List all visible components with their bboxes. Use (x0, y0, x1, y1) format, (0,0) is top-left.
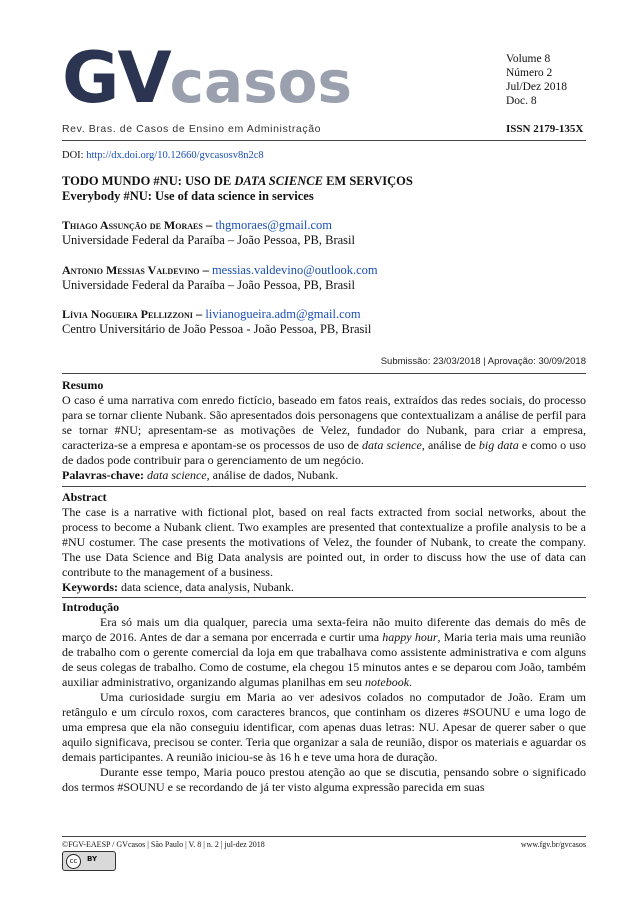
intro-paragraph-1 (62, 615, 586, 690)
issue-date: Jul/Dez 2018 (506, 81, 568, 93)
keywords-label: Palavras-chave: (62, 468, 144, 482)
divider-before-resumo (62, 373, 586, 374)
title-pt-italic: DATA SCIENCE (234, 174, 323, 188)
title-pt-suffix: EM SERVIÇOS (322, 174, 413, 188)
author-email[interactable]: thgmoraes@gmail.com (215, 218, 333, 232)
footer-copyright: ©FGV-EAESP / GVcasos | São Paulo | V. 8 | n. 2 | jul-dez 2018 (62, 840, 265, 849)
logo-gv-text: GV (62, 37, 170, 119)
author-2 (62, 263, 586, 293)
intro-p1-italic-1: happy hour (382, 630, 438, 644)
author-email[interactable]: livianogueira.adm@gmail.com (205, 307, 361, 321)
intro-p1-a: Era só mais um dia qualquer, parecia uma sexta-feira não muito diferente das demais do mês de março de 2016. Antes de dar a semana por encerrada e curtir uma (62, 615, 586, 644)
intro-p1-c: . (409, 675, 413, 689)
footer-website: www.fgv.br/gvcasos (520, 840, 586, 849)
journal-subtitle: Rev. Bras. de Casos de Ensino em Administração (62, 123, 322, 135)
resumo-text (62, 393, 586, 468)
resumo-section (62, 378, 586, 483)
abstract-keywords (62, 580, 586, 595)
issn: ISSN 2179-135X (506, 123, 584, 135)
abstract-section (62, 490, 586, 595)
resumo-keywords (62, 468, 586, 483)
header-divider (62, 140, 586, 141)
abstract-text: The case is a narrative with fictional plot, based on real facts extracted from social networks, about the process to become a Nubank client. Two examples are presented that contextualize a profile analysis to be a #NU costumer. The case presents the motivations of Velez, the founder of Nubank, to create the company. The use Data Science and Big Data analysis are pointed out, in order to discuss how the use of data can contribute to the management of a business. (62, 505, 586, 579)
author-1 (62, 218, 586, 248)
intro-paragraph-2: Uma curiosidade surgiu em Maria ao ver adesivos colados no computador de João. Eram um retângulo e um círculo roxos, com caracteres brancos, que continham os dizeres #SOUNU e uma logo de uma empresa que ela não conseguiu identificar, com apenas duas letras: NU. Apesar de querer saber o que aquilo significava, precisou se conter. Teria que organizar a sala de reunião, dispor os materiais e aguardar os demais participantes. A reunião iniciou-se às 16 h e teve uma hora de duração. (62, 690, 586, 764)
intro-p1-b: , Maria teria mais uma reunião de trabalho com o gerente comercial da loja em que trabalhava como assistente administrativa e com alguns de seus colegas de trabalho. Como de costume, ela chegou 15 minutos antes e se deparou com João, também auxiliar administrativo, organizando algumas planilhas em seu (62, 630, 586, 689)
keywords-label: Keywords: (62, 580, 118, 594)
doi-link[interactable]: http://dx.doi.org/10.12660/gvcasosv8n2c8 (86, 150, 264, 161)
intro-heading: Introdução (62, 600, 120, 614)
volume: Volume 8 (506, 53, 551, 65)
doc-number: Doc. 8 (506, 95, 537, 107)
intro-paragraph-3: Durante esse tempo, Maria pouco prestou atenção ao que se discutia, pensando sobre o significado dos termos #SOUNU e se recordando de já ter visto alguma expressão parecida em suas (62, 765, 586, 794)
divider-before-abstract (62, 486, 586, 487)
author-affiliation: Centro Universitário de João Pessoa - João Pessoa, PB, Brasil (62, 322, 372, 336)
author-3 (62, 307, 586, 337)
by-icon: BY (87, 855, 98, 863)
keywords-italic: data science (146, 468, 207, 482)
resumo-italic-1: data science (362, 438, 422, 452)
author-dash: – (192, 307, 206, 321)
doi-label: DOI: (62, 150, 84, 161)
title-pt-prefix: TODO MUNDO #NU: USO DE (62, 174, 235, 188)
submission-dates: Submissão: 23/03/2018 | Aprovação: 30/09/2018 (380, 356, 586, 367)
resumo-text-3: e como o uso de dados pode contribuir para o gerenciamento de um negócio. (62, 438, 587, 467)
author-email[interactable]: messias.valdevino@outlook.com (211, 263, 378, 277)
intro-p1-italic-2: notebook (365, 675, 410, 689)
keywords-rest: , análise de dados, Nubank. (206, 468, 339, 482)
divider-before-intro (62, 597, 586, 598)
author-name: Antonio Messias Valdevino (62, 263, 200, 277)
resumo-text-1: O caso é uma narrativa com enredo fictício, baseado em fatos reais, extraídos das redes sociais, do processo para se tornar cliente Nubank. São apresentados dois personagens que contextualizam a análise de perfil para se tornar #NU; apresentam-se as motivações de Velez, fundador do Nubank, para criar a empresa, caracteriza-se a empresa e apontam-se os processos de uso de (62, 393, 586, 452)
author-affiliation: Universidade Federal da Paraíba – João Pessoa, PB, Brasil (62, 233, 355, 247)
author-affiliation: Universidade Federal da Paraíba – João Pessoa, PB, Brasil (62, 278, 355, 292)
resumo-heading: Resumo (62, 378, 104, 392)
keywords-rest: data science, data analysis, Nubank. (118, 580, 294, 594)
paper-title (62, 174, 586, 204)
title-en: Everybody #NU: Use of data science in services (62, 189, 314, 203)
author-name: Lívia Nogueira Pellizzoni (62, 307, 193, 321)
intro-section (62, 600, 586, 795)
author-dash: – (202, 218, 216, 232)
author-dash: – (199, 263, 212, 277)
abstract-heading: Abstract (62, 490, 107, 504)
creative-commons-badge (62, 851, 116, 871)
journal-logo (62, 36, 353, 120)
issue-meta (506, 52, 567, 108)
footer-divider (62, 836, 586, 837)
resumo-italic-2: big data (478, 438, 519, 452)
logo-casos-text: casos (169, 48, 353, 116)
number: Número 2 (506, 67, 553, 79)
author-name: Thiago Assunção de Moraes (62, 218, 203, 232)
resumo-text-2: , análise de (421, 438, 479, 452)
doi-line (62, 150, 264, 161)
cc-icon: cc (66, 854, 81, 869)
title-pt (62, 174, 586, 189)
